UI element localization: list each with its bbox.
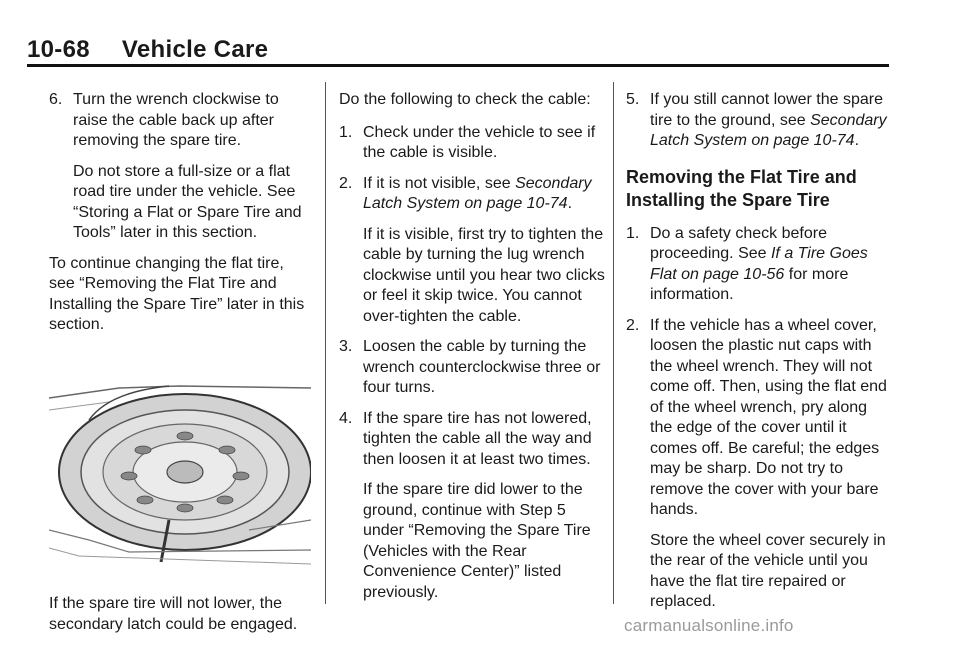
step-5: 5. If you still cannot lower the spare tire to the ground, see Secondary Latch System on page 10-74. — [626, 91, 887, 149]
page-title: Vehicle Care — [121, 36, 269, 63]
step-2-note: If it is visible, first try to tighten the cable by turning the lug wrench clockwise until you hear two clicks or feel it skip twice. You cannot over-tighten the cable. — [363, 225, 605, 325]
step-2-removal: 2. If the vehicle has a wheel cover, loosen the plastic nut caps with the wheel wrench. They will not come off. Then, using the flat end of the wheel wrench, pry along the edge of the cover until it comes off. Be careful; the edges may be sharp. Do not try to remove the cover with your bare hands. — [626, 316, 887, 518]
continue-paragraph: To continue changing the flat tire, see “Removing the Flat Tire and Installing the Spare Tire” later in this section. — [49, 254, 305, 333]
secondary-latch-paragraph: If the spare tire will not lower, the secondary latch could be engaged. — [49, 595, 298, 633]
header-rule — [27, 64, 889, 67]
step-4: 4. If the spare tire has not lowered, tighten the cable all the way and then loosen it at least two times. — [339, 409, 592, 468]
column-divider-1 — [325, 82, 326, 604]
step-6-note: Do not store a full-size or a flat road tire under the vehicle. See “Storing a Flat or Spare Tire and Tools” later in this section. — [73, 162, 302, 241]
step-2-removal-note: Store the wheel cover securely in the rear of the vehicle until you have the flat tire repaired or replaced. — [650, 531, 886, 610]
page-number: 10-68 — [27, 36, 90, 63]
section-heading: Removing the Flat Tire and Installing the Spare Tire — [626, 166, 857, 210]
step-6: 6. Turn the wrench clockwise to raise the cable back up after removing the spare tire. — [49, 91, 279, 149]
step-1-removal: 1. Do a safety check before proceeding. See If a Tire Goes Flat on page 10-56 for more information. — [626, 224, 868, 303]
column-divider-2 — [613, 82, 614, 604]
tire-goes-flat-link[interactable]: If a Tire Goes Flat on page 10-56 — [650, 245, 868, 283]
step-1: 1. Check under the vehicle to see if the cable is visible. — [339, 123, 596, 161]
cable-check-intro: Do the following to check the cable: — [339, 91, 591, 108]
step-3: 3. Loosen the cable by turning the wrench counterclockwise three or four turns. — [339, 338, 601, 396]
spare-tire-illustration — [49, 380, 311, 568]
column-1 — [49, 90, 311, 647]
secondary-latch-link[interactable]: Secondary Latch System on page 10-74 — [363, 174, 592, 212]
page-header — [27, 36, 889, 64]
column-2 — [339, 90, 605, 613]
secondary-latch-link-2[interactable]: Secondary Latch System on page 10-74 — [650, 111, 887, 149]
step-4-note: If the spare tire did lower to the ground, continue with Step 5 under “Removing the Spare Tire (Vehicles with the Rear Convenience Center)” listed previously. — [363, 481, 591, 601]
step-2: 2. If it is not visible, see Secondary Latch System on page 10-74. — [339, 174, 592, 212]
column-3 — [626, 90, 890, 623]
watermark: carmanualsonline.info — [624, 616, 794, 635]
